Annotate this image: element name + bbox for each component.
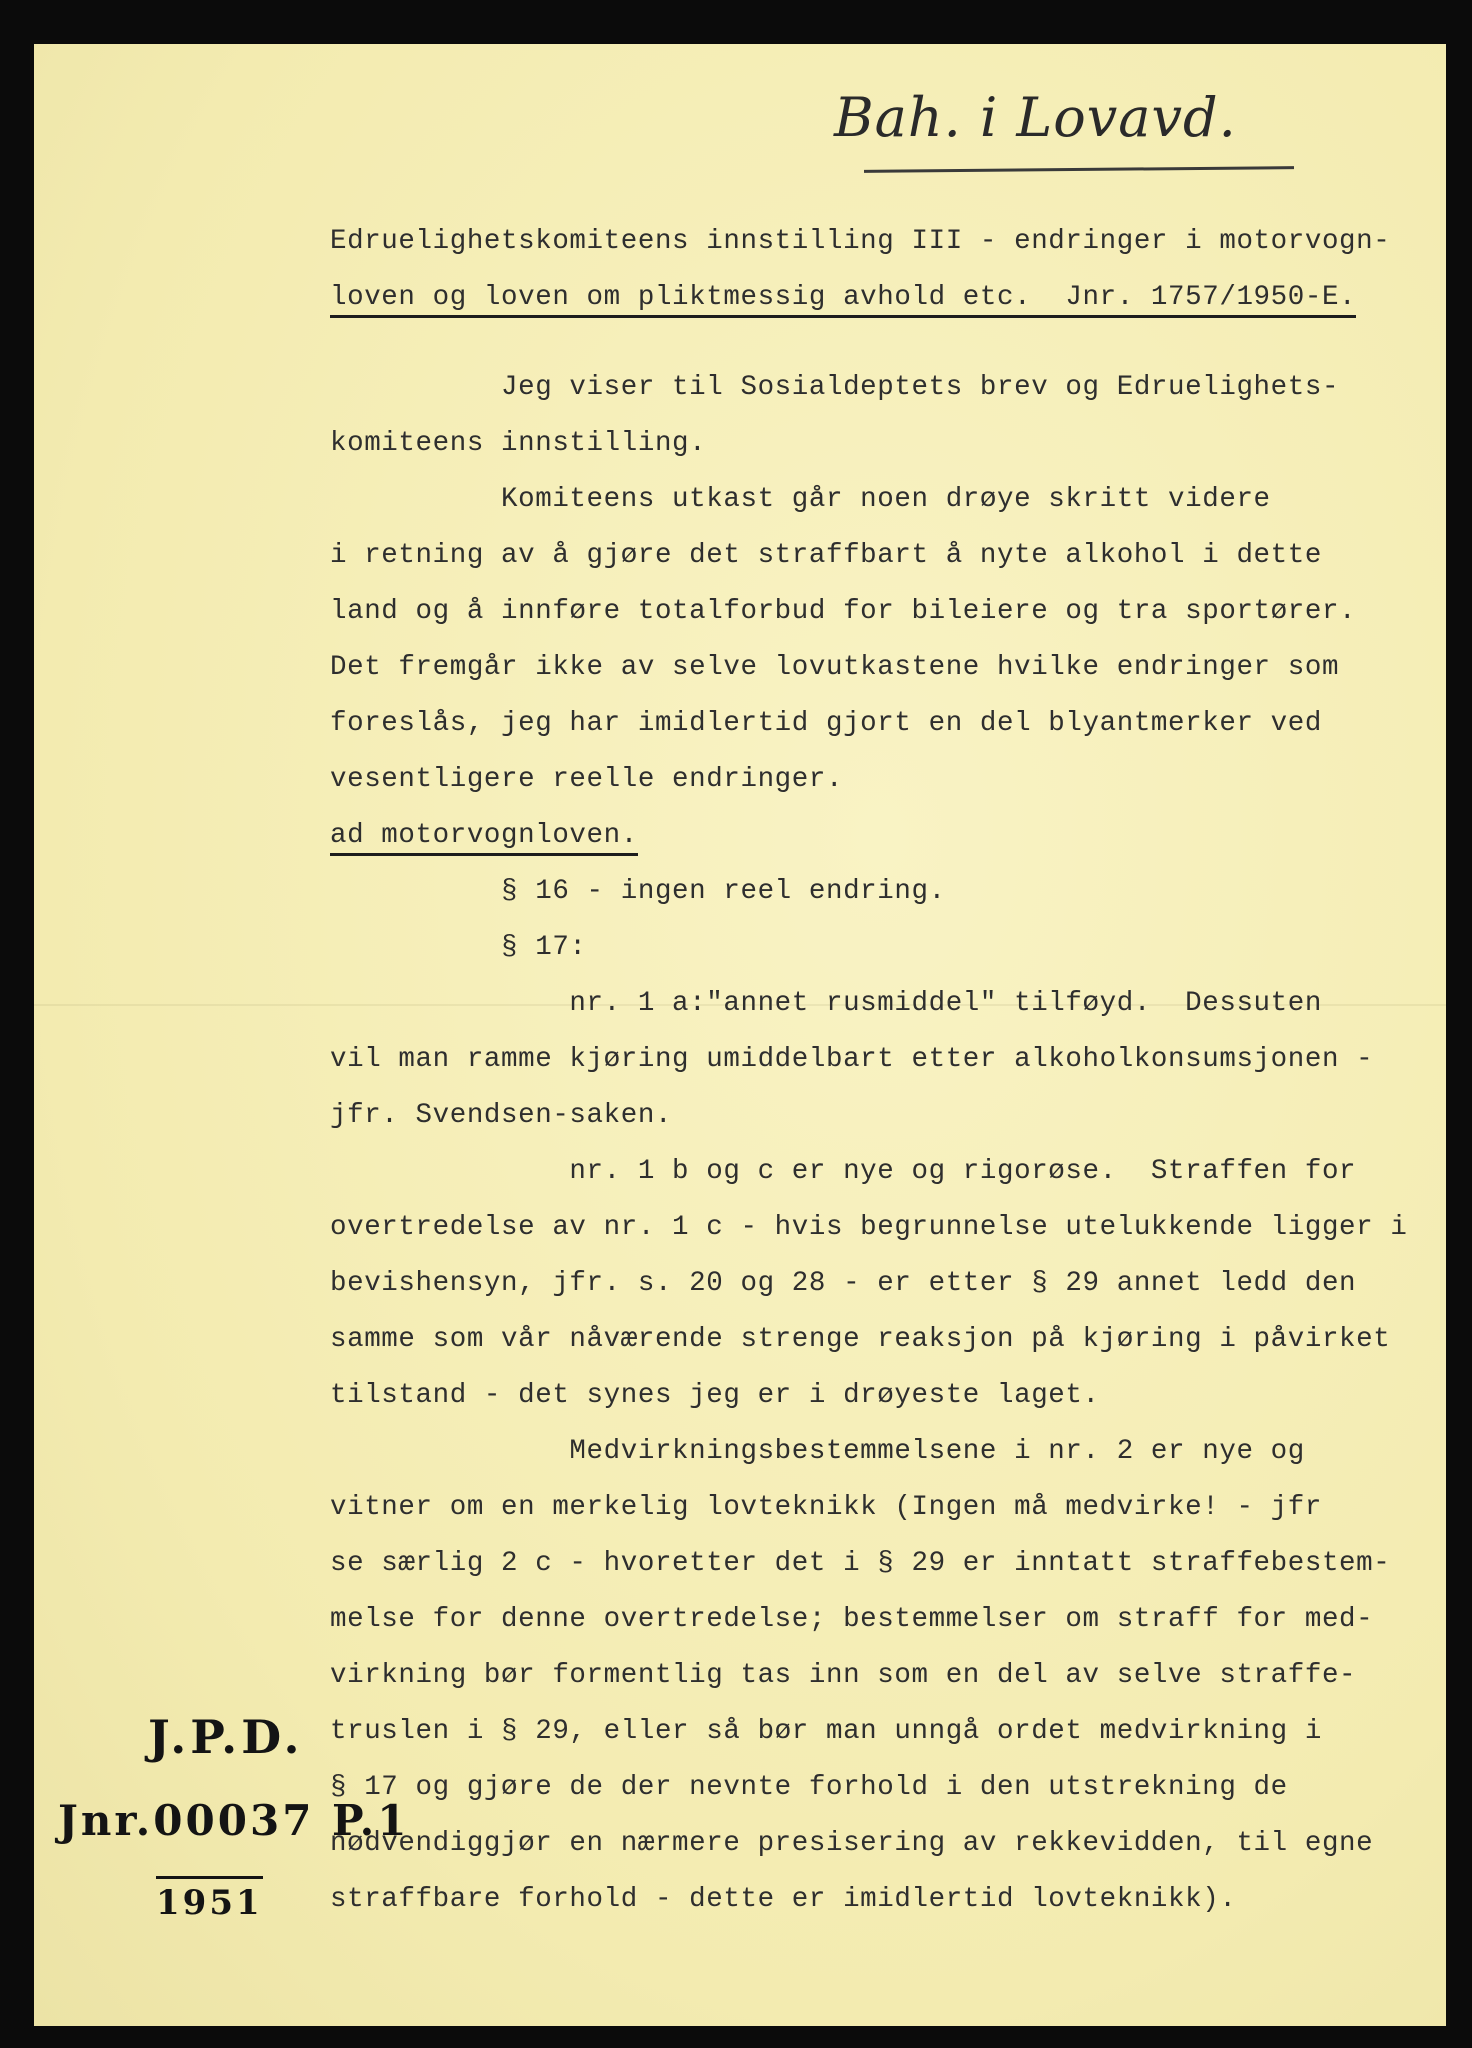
paragraph-line: foreslås, jeg har imidlertid gjort en del blyantmerker ved	[330, 708, 1322, 739]
section-line: nr. 1 b og c er nye og rigorøse. Straffen for	[330, 1156, 1357, 1187]
heading-line-1: Edruelighetskomiteens innstilling III - endringer i motorvogn-	[330, 226, 1391, 257]
paragraph-line: i retning av å gjøre det straffbart å nyte alkohol i dette	[330, 540, 1322, 571]
section-line: vil man ramme kjøring umiddelbart etter alkoholkonsumsjonen -	[330, 1044, 1374, 1075]
section-line: se særlig 2 c - hvoretter det i § 29 er inntatt straffebestem-	[330, 1548, 1391, 1579]
paragraph-line: Det fremgår ikke av selve lovutkastene hvilke endringer som	[330, 652, 1340, 683]
paragraph-line: komiteens innstilling.	[330, 428, 707, 459]
section-line: § 17 og gjøre de der nevnte forhold i den utstrekning de	[330, 1772, 1288, 1803]
stamp-journal-number: Jnr.00037 P.1	[58, 1796, 410, 1845]
section-line: bevishensyn, jfr. s. 20 og 28 - er etter § 29 annet ledd den	[330, 1268, 1357, 1299]
stamp-office: J.P.D.	[148, 1710, 304, 1764]
section-line: overtredelse av nr. 1 c - hvis begrunnelse utelukkende ligger i	[330, 1212, 1408, 1243]
section-line: virkning bør formentlig tas inn som en del av selve straffe-	[330, 1660, 1357, 1691]
section-line: nødvendiggjør en nærmere presisering av rekkevidden, til egne	[330, 1828, 1374, 1859]
stamp-year: 1951	[156, 1876, 263, 1923]
handwritten-annotation: Bah. i Lovavd.	[834, 86, 1237, 149]
heading-line-2: loven og loven om pliktmessig avhold etc. Jnr. 1757/1950-E.	[330, 282, 1356, 318]
section-line: melse for denne overtredelse; bestemmelser om straff for med-	[330, 1604, 1374, 1635]
section-line: § 17:	[330, 932, 587, 963]
paragraph-line: Jeg viser til Sosialdeptets brev og Edruelighets-	[330, 372, 1340, 403]
handwritten-underline	[864, 166, 1294, 173]
section-line: truslen i § 29, eller så bør man unngå ordet medvirkning i	[330, 1716, 1322, 1747]
paragraph-line: Komiteens utkast går noen drøye skritt videre	[330, 484, 1271, 515]
section-line: tilstand - det synes jeg er i drøyeste laget.	[330, 1380, 1100, 1411]
section-line: jfr. Svendsen-saken.	[330, 1100, 673, 1131]
section-line: straffbare forhold - dette er imidlertid lovteknikk).	[330, 1884, 1237, 1915]
section-line: nr. 1 a:"annet rusmiddel" tilføyd. Dessuten	[330, 988, 1322, 1019]
section-line: vitner om en merkelig lovteknikk (Ingen må medvirke! - jfr	[330, 1492, 1322, 1523]
section-line: § 16 - ingen reel endring.	[330, 876, 946, 907]
section-line: samme som vår nåværende strenge reaksjon på kjøring i påvirket	[330, 1324, 1391, 1355]
section-title: ad motorvognloven.	[330, 820, 638, 856]
paragraph-line: vesentligere reelle endringer.	[330, 764, 844, 795]
section-line: Medvirkningsbestemmelsene i nr. 2 er nye og	[330, 1436, 1305, 1467]
paragraph-line: land og å innføre totalforbud for bileiere og tra sportører.	[330, 596, 1357, 627]
